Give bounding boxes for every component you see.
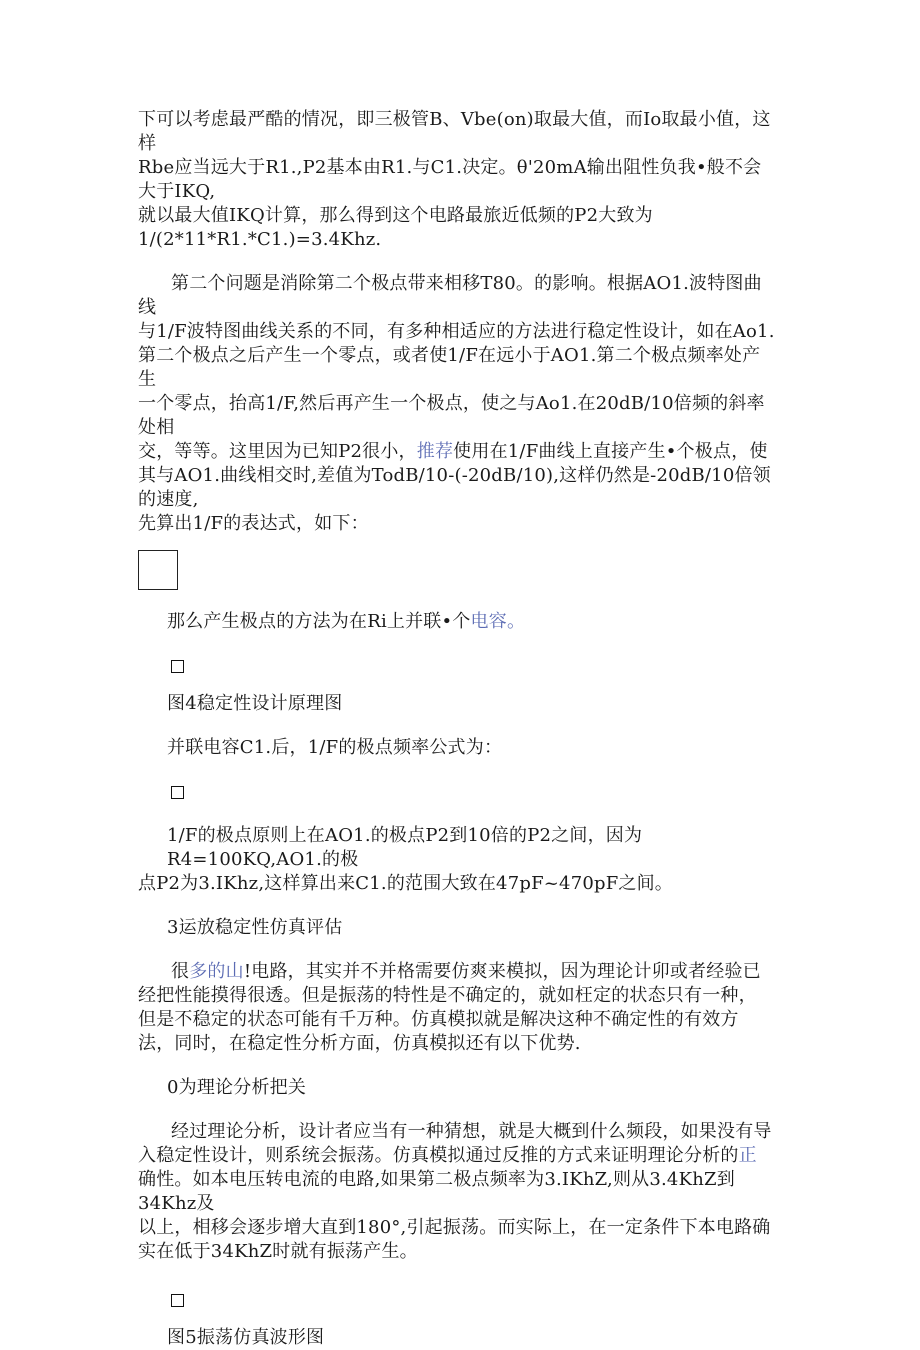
text-line: 第二个极点之后产生一个零点，或者使1/F在远小于AO1.第二个极点频率处产生 [138, 345, 761, 390]
text-line: 经把性能摸得很透。但是振荡的特性是不确定的，就如枉定的状态只有一种， [138, 985, 757, 1006]
paragraph-1 [138, 108, 778, 252]
section-heading-0: 0为理论分析把关 [167, 1077, 307, 1098]
formula-image-placeholder [138, 550, 178, 590]
text-span: 交，等等。这里因为已知P2很小， [138, 441, 417, 462]
figure-5-caption: 图5振荡仿真波形图 [167, 1327, 325, 1348]
text-line [138, 440, 778, 464]
text-line: 1/(2*11*R1.*C1.)=3.4Khz. [138, 229, 382, 250]
text-line: 就以最大值IKQ计算，那么得到这个电路最旅近低频的P2大致为 [138, 205, 653, 226]
text-line [138, 610, 778, 634]
circuit-link[interactable]: 多的山 [189, 961, 244, 982]
section-heading-3: 3运放稳定性仿真评估 [167, 917, 343, 938]
text-span: 入稳定性设计，则系统会振荡。仿真模拟通过反推的方式来证明理论分析的 [138, 1145, 739, 1166]
paragraph-5 [138, 824, 778, 896]
text-line: 一个零点，抬高1/F,然后再产生一个极点，使之与Ao1.在20dB/10倍频的斜率处相 [138, 393, 765, 438]
text-line: 与1/F波特图曲线关系的不同，有多种相适应的方法进行稳定性设计，如在Ao1. [138, 321, 775, 342]
text-span: !电路，其实并不并格需要仿爽来模拟，因为理论计卯或者经验已 [243, 961, 761, 982]
text-line: Rbe应当远大于R1.,P2基本由R1.与C1.决定。θ'20mA输出阻性负我•般不会大于IKQ, [138, 157, 762, 202]
text-line: 并联电容C1.后，1/F的极点频率公式为： [167, 737, 503, 758]
text-line: 第二个问题是消除第二个极点带来相移T80。的影响。根据AO1.波特图曲线 [138, 273, 762, 318]
correct-link[interactable]: 正 [738, 1145, 757, 1166]
broken-image-icon [171, 660, 184, 673]
text-span: 。 [506, 611, 526, 632]
text-line: 确性。如本电压转电流的电路,如果第二极点频率为3.IKhZ,则从3.4KhZ到34Khz及 [138, 1169, 735, 1214]
text-line: 以上，相移会逐步增大直到180°,引起振荡。而实际上，在一定条件下本电路确 [138, 1217, 771, 1238]
paragraph-6 [138, 960, 778, 1056]
text-line: 实在低于34KhZ时就有振荡产生。 [138, 1241, 418, 1262]
text-span: 很 [171, 961, 190, 982]
recommend-link[interactable]: 推荐 [416, 441, 454, 462]
figure-4-image-placeholder [138, 654, 778, 678]
text-line: 法，同时，在稳定性分析方面，仿真模拟还有以下优势. [138, 1033, 581, 1054]
text-line: 1/F的极点原则上在AO1.的极点P2到10倍的P2之间，因为R4=100KQ,AO1.的极 [167, 825, 643, 870]
formula-2-image-placeholder [138, 780, 778, 804]
text-line: 点P2为3.IKhz,这样算出来C1.的范围大致在47pF~470pF之间。 [138, 873, 674, 894]
figure-4-caption: 图4稳定性设计原理图 [167, 693, 343, 714]
text-line: 下可以考虑最严酷的情况，即三极管B、Vbe(on)取最大值，而Io取最小值，这样 [138, 109, 771, 154]
text-span: 使用在1/F曲线上直接产生•个极点，使 [453, 441, 768, 462]
broken-image-icon [171, 1294, 184, 1307]
figure-5-image-placeholder [138, 1288, 778, 1312]
capacitor-link[interactable]: 电容 [470, 611, 507, 632]
text-line [138, 960, 778, 984]
text-line [138, 1144, 778, 1168]
broken-image-icon [171, 786, 184, 799]
document-page [138, 108, 778, 1350]
text-line: 其与AO1.曲线相交时,差值为TodB/10-(-20dB/10),这样仍然是-20dB/10倍领的速度, [138, 465, 771, 510]
text-span: 那么产生极点的方法为在Ri上并联•个 [167, 611, 471, 632]
paragraph-2 [138, 272, 778, 536]
text-line: 先算出1/F的表达式，如下： [138, 513, 369, 534]
text-line: 经过理论分析，设计者应当有一种猜想，就是大概到什么频段，如果没有导 [171, 1121, 772, 1142]
paragraph-7 [138, 1120, 778, 1264]
text-line: 但是不稳定的状态可能有千万种。仿真模拟就是解决这种不确定性的有效方 [138, 1009, 739, 1030]
